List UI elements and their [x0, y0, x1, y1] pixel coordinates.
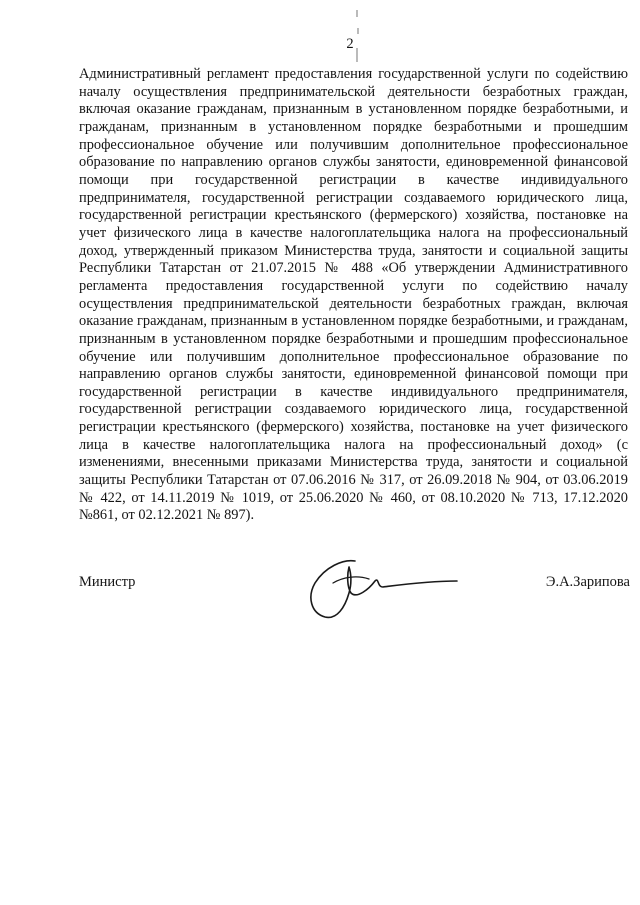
page-number: 2 [346, 36, 354, 52]
signer-name: Э.А.Зарипова [545, 574, 630, 590]
signer-position: Министр [79, 574, 136, 590]
handwritten-signature [303, 553, 459, 625]
body-paragraph: Административный регламент предоставления государственной услуги по содействию началу осуществления предпринимательской деятельности безработных граждан, включая оказание гражданам, признанным в установленном порядке безработными, и гражданам, признанным в установленном порядке безработными и прошедшим профессиональное обучение или получившим дополнительное профессиональное образование по направлению органов службы занятости, единовременной финансовой помощи при государственной регистрации в качестве индивидуального предпринимателя, государственной регистрации создаваемого юридического лица, государственной регистрации крестьянского (фермерского) хозяйства, постановке на учет физического лица в качестве налогоплательщика налога на профессиональный доход, утвержденный приказом Министерства труда, занятости и социальной защиты Республики Татарстан от 21.07.2015 № 488 «Об утверждении Административного регламента предоставления государственной услуги по содействию началу осуществления предпринимательской деятельности безработных граждан, включая оказание гражданам, признанным в установленном порядке безработными, и гражданам, признанным в установленном порядке безработными и прошедшим профессиональное обучение или получившим дополнительное профессиональное образование по направлению органов службы занятости, единовременной финансовой помощи при государственной регистрации в качестве индивидуального предпринимателя, государственной регистрации создаваемого юридического лица, государственной регистрации крестьянского (фермерского) хозяйства, постановке на учет физического лица в качестве налогоплательщика налога на профессиональный доход» (с изменениями, внесенными приказами Министерства труда, занятости и социальной защиты Республики Татарстан от 07.06.2016 № 317, от 26.09.2018 № 904, от 03.06.2019 № 422, от 14.11.2019 № 1019, от 25.06.2020 № 460, от 08.10.2020 № 713, 17.12.2020 №861, от 02.12.2021 № 897). [79, 66, 628, 524]
